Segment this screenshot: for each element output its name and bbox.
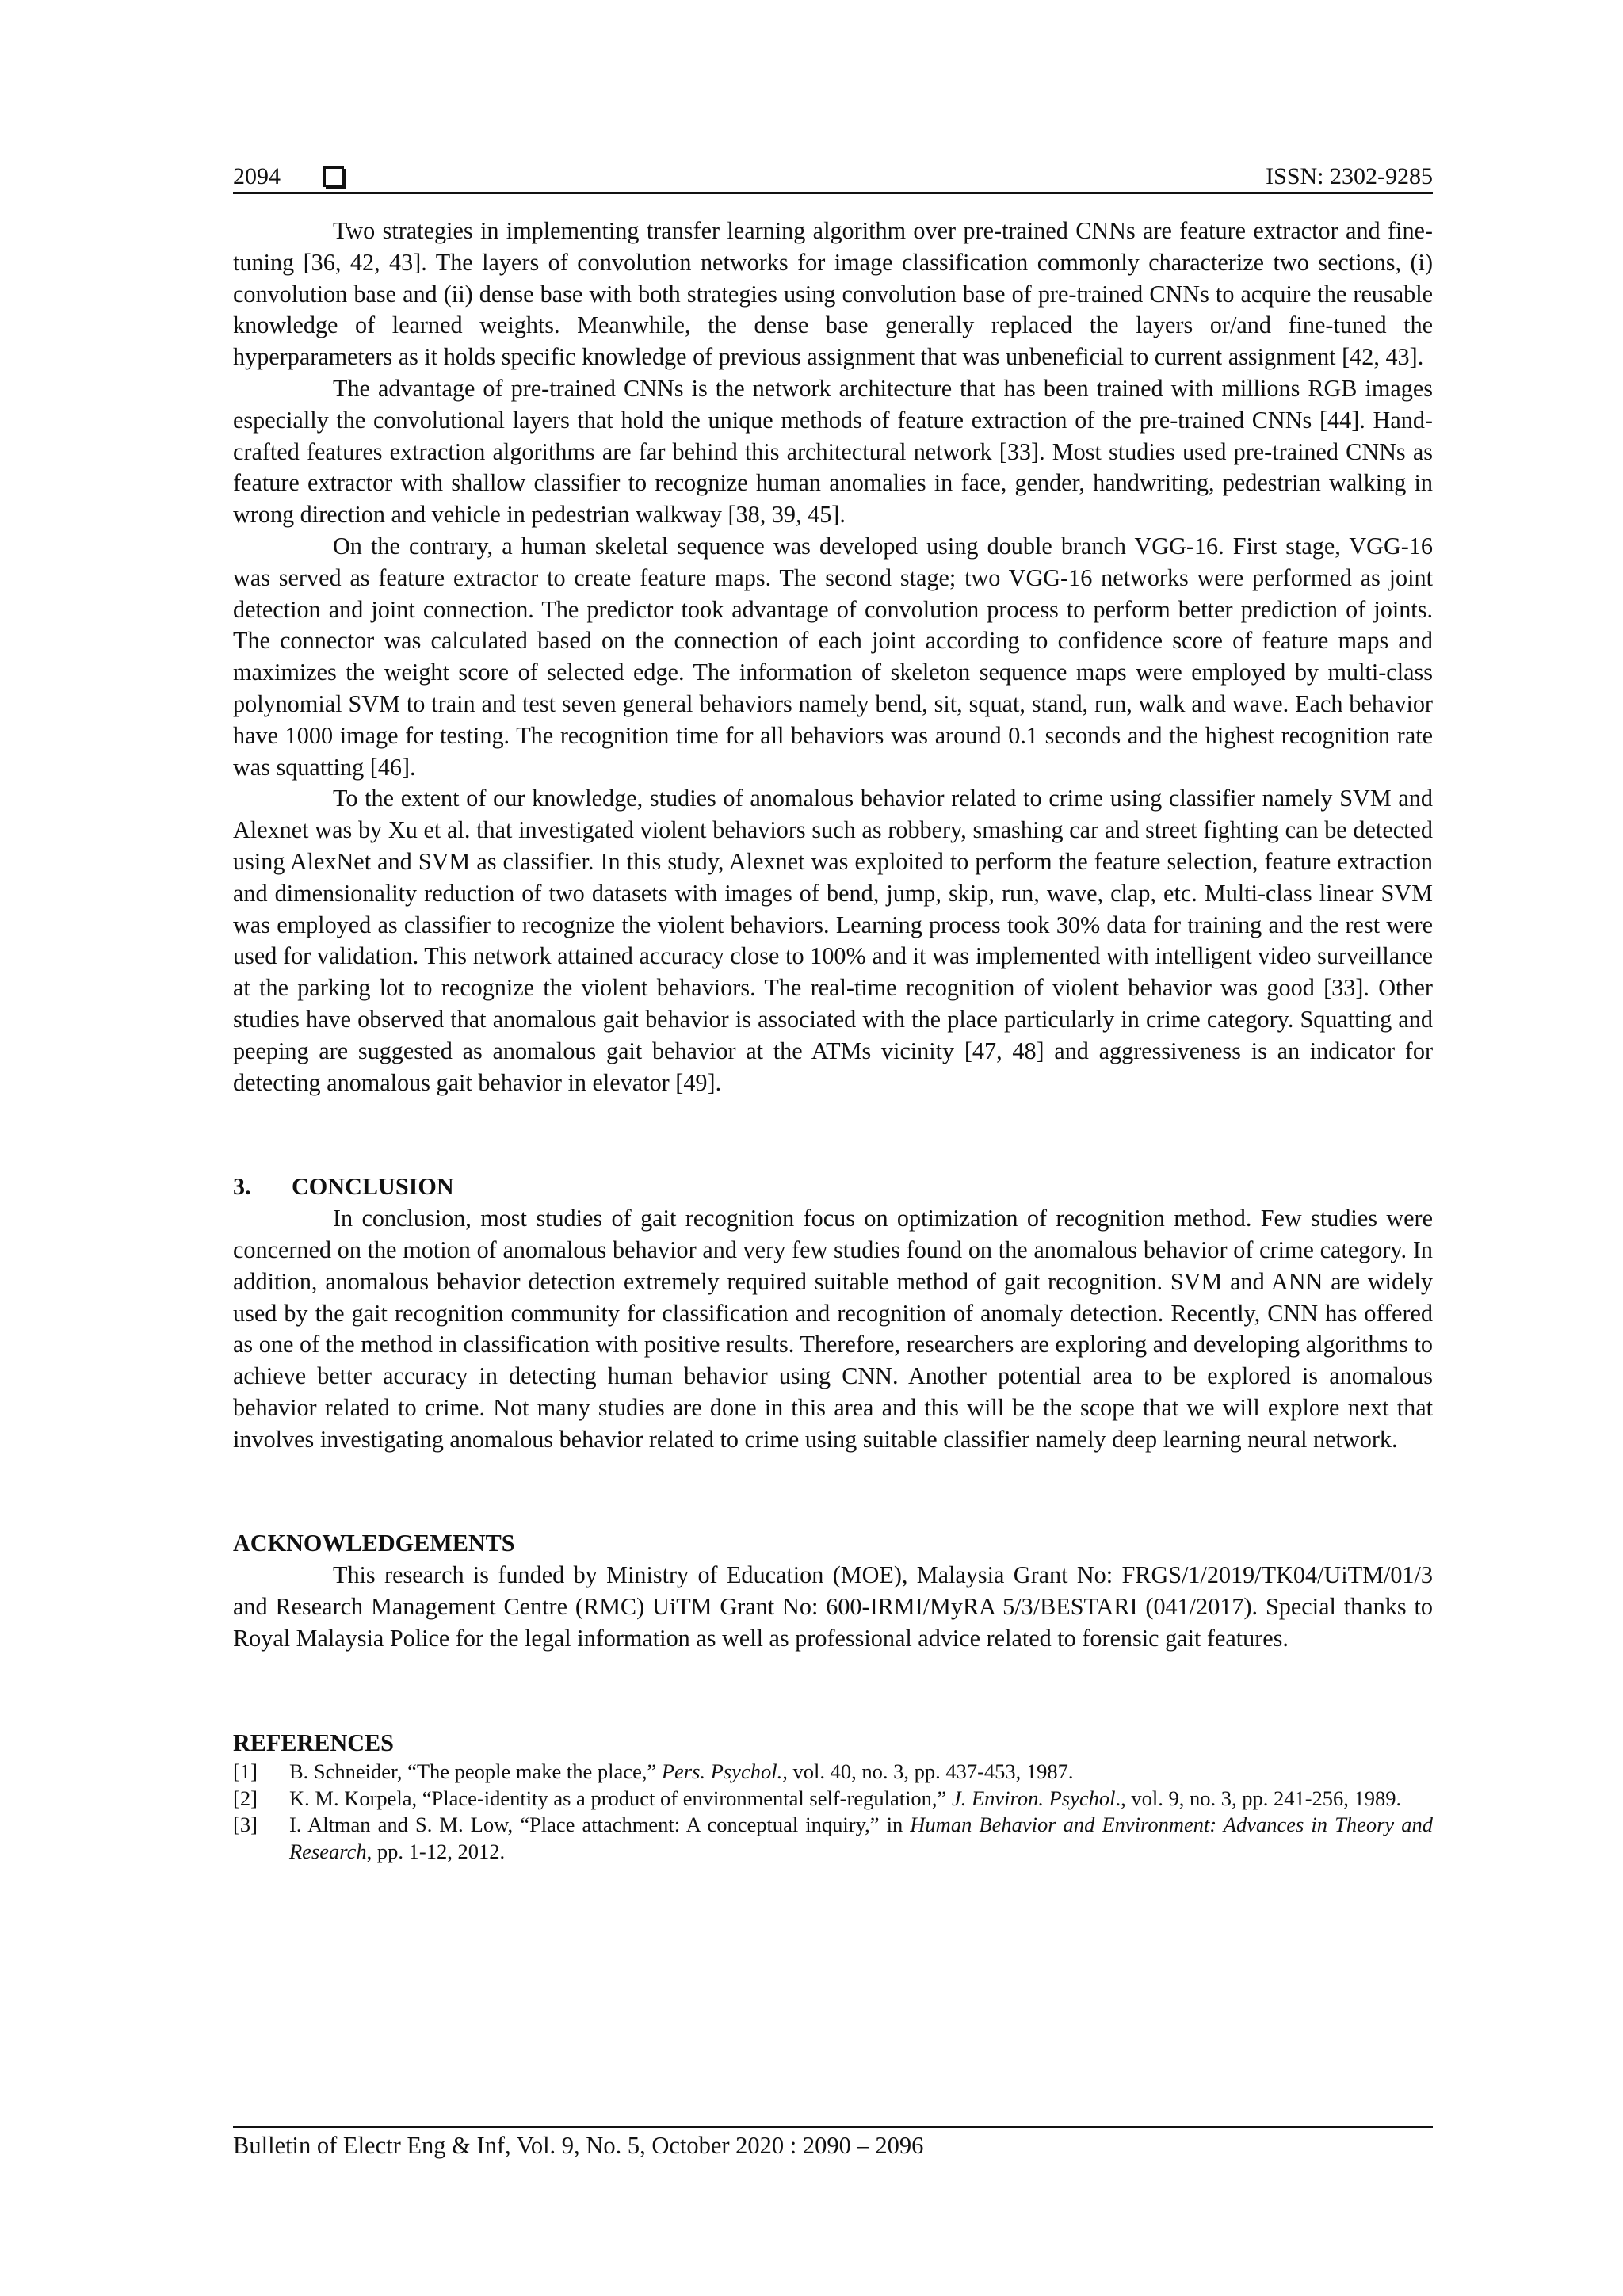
paragraph: Two strategies in implementing transfer learning algorithm over pre-trained CNNs are feature extractor and fine-tuning [36, 42, 43]. The layers of convolution networks for image classification commonly characterize two sections, (i) convolution base and (ii) dense base with both strategies using convolution base of pre-trained CNNs to acquire the reusable knowledge of learned weights. Meanwhile, the dense base generally replaced the layers or/and fine-tuned the hyperparameters as it holds specific knowledge of previous assignment that was unbeneficial to current assignment [42, 43]. xyxy=(233,217,1433,371)
conclusion-heading xyxy=(233,1171,1433,1203)
header-rule xyxy=(233,192,1433,194)
conclusion-text: In conclusion, most studies of gait recognition focus on optimization of recognition method. Few studies were concerned on the motion of anomalous behavior and very few studies found on the anomalous behavior of crime category. In addition, anomalous behavior detection extremely required suitable method of gait recognition. SVM and ANN are widely used by the gait recognition community for classification and recognition of anomaly detection. Recently, CNN has offered as one of the method in classification with positive results. Therefore, researchers are exploring and developing algorithms to achieve better accuracy in detecting human behavior using CNN. Another potential area to be explored is anomalous behavior related to crime. Not many studies are done in this area and this will be the scope that we will explore next that involves investigating anomalous behavior related to crime using suitable classifier namely deep learning neural network. xyxy=(233,1205,1433,1453)
reference-details: ., vol. 9, no. 3, pp. 241-256, 1989. xyxy=(1115,1786,1402,1810)
section-title: CONCLUSION xyxy=(292,1173,454,1201)
paragraph: On the contrary, a human skeletal sequence was developed using double branch VGG-16. First stage, VGG-16 was served as feature extractor to create feature maps. The second stage; two VGG-16 networks were performed as joint detection and joint connection. The predictor took advantage of convolution process to perform better prediction of joints. The connector was calculated based on the connection of each joint according to confidence score of feature maps and maximizes the weight score of selected edge. The information of skeleton sequence maps were employed by multi-class polynomial SVM to train and test seven general behaviors namely bend, sit, squat, stand, run, walk and wave. Each behavior have 1000 image for testing. The recognition time for all behaviors was around 0.1 seconds and the highest recognition rate was squatting [46]. xyxy=(233,532,1433,781)
reference-list xyxy=(233,1759,1433,1865)
page-number: 2094 xyxy=(233,163,281,189)
reference-number: [1] xyxy=(233,1759,258,1784)
checkbox-icon xyxy=(323,166,344,187)
reference-text xyxy=(289,1812,1433,1865)
acknowledgements-text: This research is funded by Ministry of Education (MOE), Malaysia Grant No: FRGS/1/2019/TK04/UiTM/01/3 and Research Management Centre (RMC) UiTM Grant No: 600-IRMI/MyRA 5/3/BESTARI (041/2017). Special thanks to Royal Malaysia Police for the legal information as well as professional advice related to forensic gait features. xyxy=(233,1561,1433,1652)
footer-rule xyxy=(233,2126,1433,2128)
reference-details: , pp. 1-12, 2012. xyxy=(366,1839,506,1863)
paragraph: To the extent of our knowledge, studies of anomalous behavior related to crime using classifier namely SVM and Alexnet was by Xu et al. that investigated violent behaviors such as robbery, smashing car and street fighting can be detected using AlexNet and SVM as classifier. In this study, Alexnet was exploited to perform the feature selection, feature extraction and dimensionality reduction of two datasets with images of bend, jump, skip, run, wave, clap, etc. Multi-class linear SVM was employed as classifier to recognize the violent behaviors. Learning process took 30% data for training and the rest were used for validation. This network attained accuracy close to 100% and it was implemented with intelligent video surveillance at the parking lot to recognize the violent behaviors. The real-time recognition of violent behavior was good [33]. Other studies have observed that anomalous gait behavior is associated with the place particularly in crime category. Squatting and peeping are suggested as anomalous gait behavior at the ATMs vicinity [47, 48] and aggressiveness is an indicator for detecting anomalous gait behavior in elevator [49]. xyxy=(233,785,1433,1096)
reference-number: [3] xyxy=(233,1813,258,1837)
references-heading: REFERENCES xyxy=(233,1729,394,1756)
reference-authors-title: B. Schneider, “The people make the place,” xyxy=(289,1759,662,1784)
issn: ISSN: 2302-9285 xyxy=(1266,163,1433,189)
reference-text xyxy=(289,1759,1433,1786)
reference-details: vol. 40, no. 3, pp. 437-453, 1987. xyxy=(787,1759,1074,1784)
reference-item xyxy=(233,1759,1433,1786)
reference-number: [2] xyxy=(233,1786,258,1810)
running-header xyxy=(233,155,1433,190)
section-number: 3. xyxy=(233,1173,251,1201)
reference-venue: J. Environ. Psychol xyxy=(951,1786,1116,1810)
acknowledgements-heading: ACKNOWLEDGEMENTS xyxy=(233,1530,515,1557)
reference-authors-title: K. M. Korpela, “Place-identity as a product of environmental self-regulation,” xyxy=(289,1786,952,1810)
reference-text xyxy=(289,1786,1433,1813)
running-footer: Bulletin of Electr Eng & Inf, Vol. 9, No. 5, October 2020 : 2090 – 2096 xyxy=(233,2132,924,2159)
reference-authors-title: I. Altman and S. M. Low, “Place attachment: A conceptual inquiry,” in xyxy=(289,1813,911,1837)
reference-item xyxy=(233,1786,1433,1813)
reference-item xyxy=(233,1812,1433,1865)
reference-venue: Pers. Psychol., xyxy=(661,1759,788,1784)
reference-venue: Human Behavior and Environment: Advances in Theory and Research xyxy=(289,1813,1433,1863)
body-text xyxy=(233,216,1433,1865)
paragraph: The advantage of pre-trained CNNs is the network architecture that has been trained with millions RGB images especially the convolutional layers that hold the unique methods of feature extraction of the pre-trained CNNs [44]. Hand-crafted features extraction algorithms are far behind this architectural network [33]. Most studies used pre-trained CNNs as feature extractor with shallow classifier to recognize human anomalies in face, gender, handwriting, pedestrian walking in wrong direction and vehicle in pedestrian walkway [38, 39, 45]. xyxy=(233,374,1433,529)
